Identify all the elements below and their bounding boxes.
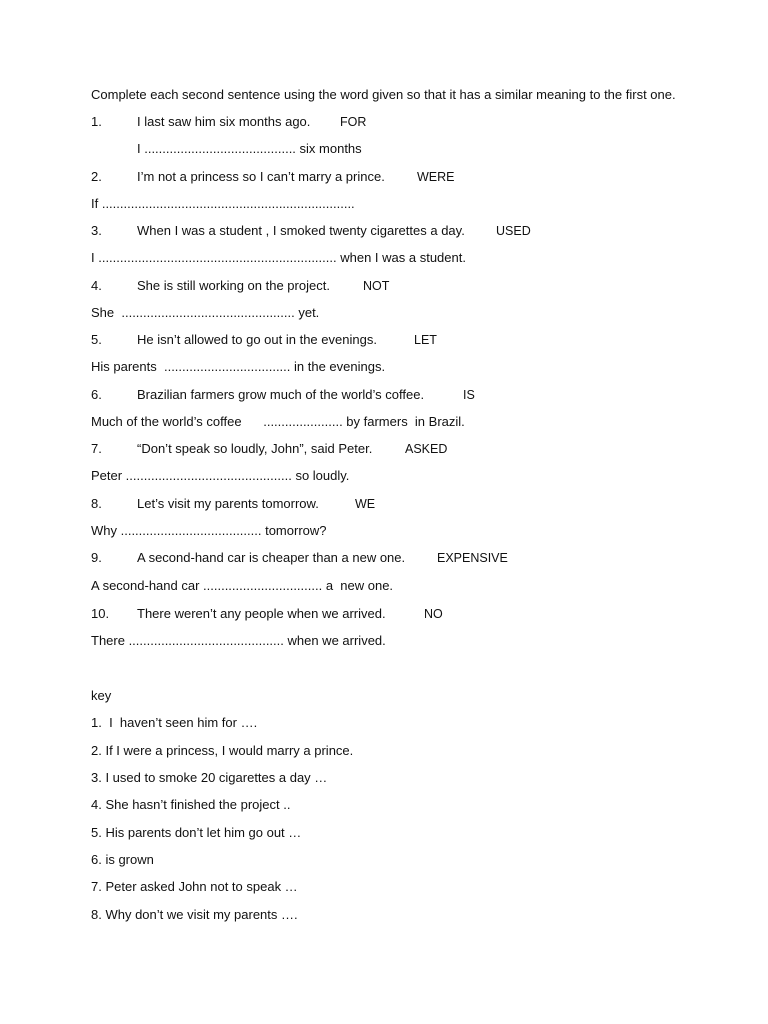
key-item: 3. I used to smoke 20 cigarettes a day … [91,770,328,785]
item-keyword: ASKED [405,442,448,456]
item-sentence: She is still working on the project. [137,278,330,293]
item-keyword: IS [463,388,475,402]
item-answer-line: I .......................................... six months [137,141,362,156]
item-sentence: There weren’t any people when we arrived. [137,606,386,621]
key-item: 2. If I were a princess, I would marry a prince. [91,743,354,758]
item-number: 1. [91,114,102,129]
item-answer-line: She ................................................ yet. [91,305,320,320]
item-number: 6. [91,387,102,402]
item-sentence: “Don’t speak so loudly, John”, said Peter. [137,441,373,456]
item-sentence: Let’s visit my parents tomorrow. [137,496,319,511]
item-number: 3. [91,223,102,238]
key-item: 1. I haven’t seen him for …. [91,715,258,730]
item-answer-line: I .................................................................. when I was a student. [91,250,466,265]
item-number: 2. [91,169,102,184]
item-answer-line: Peter .............................................. so loudly. [91,468,350,483]
item-sentence: I’m not a princess so I can’t marry a prince. [137,169,385,184]
item-keyword: WE [355,497,376,511]
item-sentence: I last saw him six months ago. [137,114,311,129]
key-item: 5. His parents don’t let him go out … [91,825,302,840]
item-answer-line: A second-hand car ................................. a new one. [91,578,394,593]
item-keyword: USED [496,224,531,238]
item-answer-line: Much of the world’s coffee ...................... by farmers in Brazil. [91,414,465,429]
item-number: 10. [91,606,110,621]
item-number: 7. [91,441,102,456]
item-answer-line: There ........................................... when we arrived. [91,633,386,648]
item-sentence: A second-hand car is cheaper than a new one. [137,550,406,565]
item-sentence: When I was a student , I smoked twenty cigarettes a day. [137,223,465,238]
item-number: 8. [91,496,102,511]
item-sentence: He isn’t allowed to go out in the evenings. [137,332,377,347]
item-sentence: Brazilian farmers grow much of the world’s coffee. [137,387,425,402]
key-item: 7. Peter asked John not to speak … [91,879,298,894]
key-item: 4. She hasn’t finished the project .. [91,797,291,812]
item-keyword: LET [414,333,437,347]
item-keyword: WERE [417,170,455,184]
item-keyword: NOT [363,279,390,293]
item-answer-line: His parents ................................... in the evenings. [91,359,386,374]
key-item: 8. Why don’t we visit my parents …. [91,907,298,922]
key-item: 6. is grown [91,852,154,867]
item-answer-line: Why ....................................... tomorrow? [91,523,327,538]
item-number: 4. [91,278,102,293]
item-keyword: FOR [340,115,367,129]
item-number: 9. [91,550,102,565]
item-answer-line: If ...................................................................... [91,196,355,211]
key-heading: key [91,688,112,703]
item-keyword: EXPENSIVE [437,551,508,565]
item-keyword: NO [424,607,443,621]
instruction-text: Complete each second sentence using the word given so that it has a similar meaning to the first one. [91,87,676,102]
item-number: 5. [91,332,102,347]
